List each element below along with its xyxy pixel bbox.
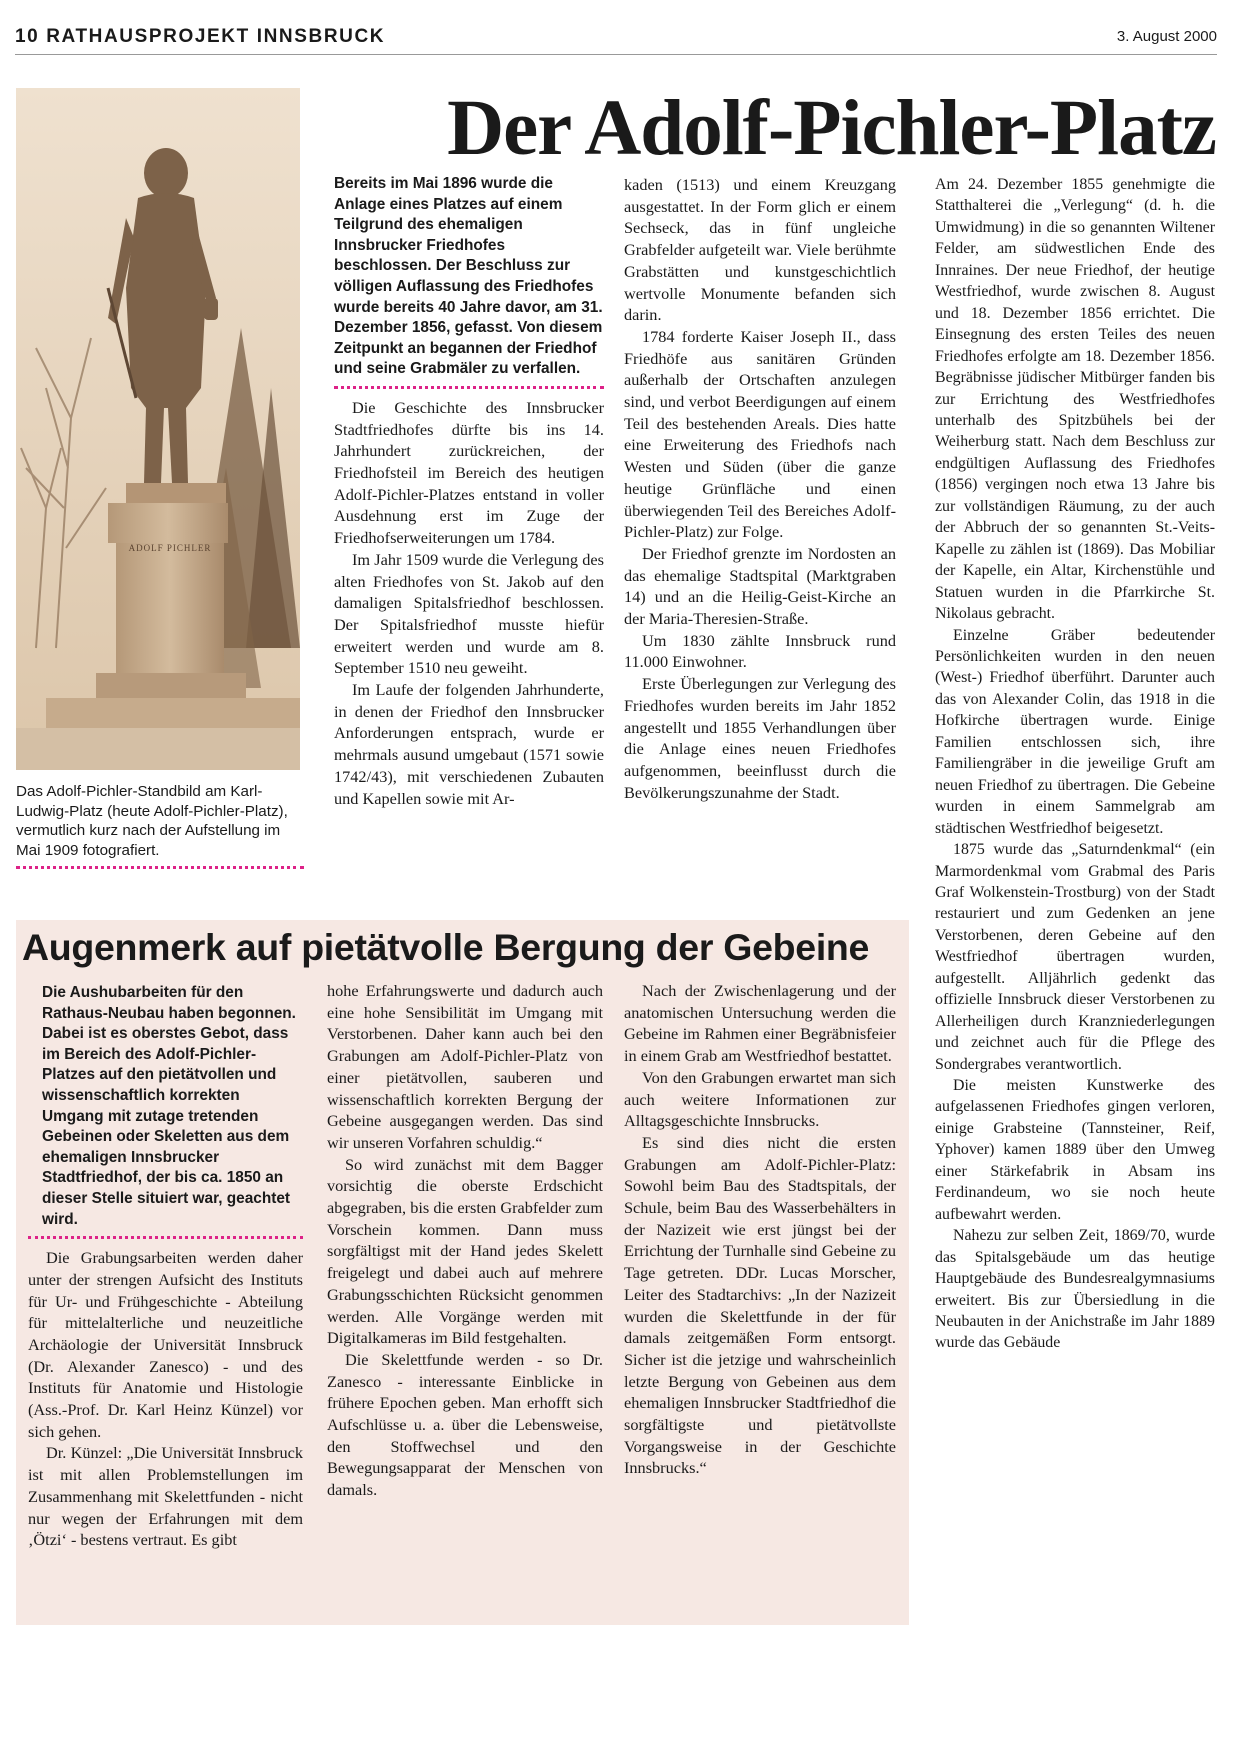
article1-c2-p4: Um 1830 zählte Innsbruck rund 11.000 Einwohner. — [624, 630, 896, 672]
sidebar-article-headline: Augenmerk auf pietätvolle Bergung der Gebeine — [22, 926, 870, 968]
running-header: 10 RATHAUSPROJEKT INNSBRUCK — [15, 26, 386, 47]
article1-column-2 — [624, 174, 896, 803]
article1-c2-p1: kaden (1513) und einem Kreuzgang ausgestattet. In der Form glich er einem Sechseck, das in fünf ungleiche Grabfelder aufgeteilt war. Viele berühmte Grabstätten und kunstgeschichtlich wertvolle Monumente befanden sich darin. — [624, 175, 896, 325]
article2-c2-p2: So wird zunächst mit dem Bagger vorsichtig die oberste Erdschicht abgegraben, bis die ersten Grabfelder zum Vorschein kommen. Dann muss sorgfältigst mit der Hand jedes Skelett freigelegt und dabei auch auf mehrere Grabungsschichten Rücksicht genommen werden. Alle Vorgänge werden mit Digitalkameras im Bild festgehalten. — [327, 1154, 603, 1348]
caption-dotted-rule — [16, 866, 304, 869]
article2-c3-p1: Nach der Zwischenlagerung und der anatomischen Untersuchung werden die Gebeine im Rahmen einer Begräbnisfeier in einem Grab am Westfriedhof bestattet. — [624, 981, 896, 1066]
article1-c3-p4: Die meisten Kunstwerke des aufgelassenen Friedhofes gingen verloren, einige Grabsteine (Tannsteiner, Reif, Yphover) kamen 1889 über den Umweg einer Stärkefabrik in Absam ins Ferdinandeum, wo sie noch heute aufbewahrt werden. — [935, 1077, 1215, 1223]
article1-c2-p3: Der Friedhof grenzte im Nordosten an das ehemalige Stadtspital (Marktgraben 14) und an die Heilig-Geist-Kirche an der Maria-Theresien-Straße. — [624, 543, 896, 629]
article1-c2-p5: Erste Überlegungen zur Verlegung des Friedhofes wurden bereits im Jahr 1852 angestellt und 1855 Verhandlungen über die Anlage eines neuen Friedhofes aufgenommen, beeinflusst durch die Bevölkerungszunahme der Stadt. — [624, 674, 896, 802]
article1-c3-p1: Am 24. Dezember 1855 genehmigte die Statthalterei die „Verlegung“ (d. h. die Umwidmung) in die so genannten Wiltener Felder, am südwestlichen Ende des Innraines. Der neue Friedhof, der heutige Westfriedhof, wurde zwischen 8. August und 18. Dezember 1856 errichtet. Die Einsegnung des ersten Teiles des neuen Friedhofes erfolgte am 18. Dezember 1856. Begräbnisse jüdischer Mitbürger fanden bis zur Errichtung des Westfriedhofes unterhalb des Spitzbühels bei der Weiherburg statt. Nach dem Beschluss zur endgültigen Auflassung des Friedhofes (1856) vergingen noch etwa 13 Jahre bis zur vollständigen Räumung, zu der auch der Abbruch der so genannten St.-Veits-Kapelle zu zählen ist (1869). Das Mobiliar der Kapelle, ein Altar, Kirchenstühle und Statuen wurden in die Pfarrkirche St. Nikolaus gebracht. — [935, 176, 1215, 623]
article1-c3-p2: Einzelne Gräber bedeutender Persönlichkeiten wurden in den neuen (West-) Friedhof überführt. Darunter auch das von Alexander Colin, das 1918 in die Hofkirche übertragen wurde. Einige Familien entschlossen sich, ihre Familiengräber in die jeweilige Gruft am neuen Friedhof zu übertragen. Die Gebeine wurden in einem Sammelgrab am städtischen Westfriedhof beigesetzt. — [935, 626, 1215, 837]
article1-c3-p3: 1875 wurde das „Saturndenkmal“ (ein Marmordenkmal vom Grabmal des Paris Graf Wolkenstein-Trostburg) von der Stadt restauriert und zum Gedenken an jene Verstorbenen, deren Gebeine auf den Westfriedhof übertragen wurden, aufgestellt. Alljährlich gedenkt das offizielle Innsbruck dieser Verstorbenen zu Allerheiligen durch Kranzniederlegungen und zeichnet auch für die Pflege des Sondergrabes verantwortlich. — [935, 841, 1215, 1073]
article2-lead: Die Aushubarbeiten für den Rathaus-Neubau haben begonnen. Dabei ist es oberstes Gebot, dass im Bereich des Adolf-Pichler-Platzes auf den pietätvollen und wissenschaftlich korrekten Umgang mit zutage tretenden Gebeinen oder Skeletten aus dem ehemaligen Innsbrucker Stadtfriedhof, der bis ca. 1850 an dieser Stelle situiert war, geachtet wird. — [28, 983, 303, 1239]
article1-column-1 — [334, 174, 604, 809]
article1-c1-p2: Im Jahr 1509 wurde die Verlegung des alten Friedhofes von St. Jakob auf den damaligen Spitalsfriedhof beschlossen. Der Spitalsfriedhof musste hiefür erweitert werden und wurde am 8. September 1510 neu geweiht. — [334, 549, 604, 678]
article2-column-1 — [28, 983, 303, 1551]
article2-column-3 — [624, 980, 896, 1479]
article2-column-2 — [327, 980, 603, 1501]
article2-c3-p2: Von den Grabungen erwartet man sich auch weitere Informationen zur Alltagsgeschichte Innsbrucks. — [624, 1067, 896, 1131]
article2-c2-p1: hohe Erfahrungswerte und dadurch auch eine hohe Sensibilität im Umgang mit Verstorbenen. Daher kann auch bei den Grabungen am Adolf-Pichler-Platz von einer pietätvollen, sauberen und wissenschaftlich korrekten Bergung der Gebeine ausgegangen werden. Das sind wir unseren Vorfahren schuldig.“ — [327, 981, 603, 1152]
article1-lead: Bereits im Mai 1896 wurde die Anlage eines Platzes auf einem Teilgrund des ehemaligen Innsbrucker Friedhofes beschlossen. Der Beschluss zur völligen Auflassung des Friedhofes wurde bereits 40 Jahre davor, am 31. Dezember 1856, gefasst. Von diesem Zeitpunkt an begannen der Friedhof und seine Grabmäler zu verfallen. — [334, 174, 604, 389]
article1-c2-p2: 1784 forderte Kaiser Joseph II., dass Friedhöfe aus sanitären Gründen außerhalb der Ortschaften anzulegen sind, und verbot Beerdigungen auf einem Teil des bestehenden Areals. Dies hatte eine Erweiterung des Friedhofs nach Westen und Süden (über die ganze heutige Grünfläche und einen überwiegenden Teil des Bereiches Adolf-Pichler-Platz) zur Folge. — [624, 326, 896, 542]
article-headline: Der Adolf-Pichler-Platz — [447, 85, 1216, 172]
photo-caption — [16, 782, 304, 869]
plinth-inscription: ADOLF PICHLER — [128, 543, 212, 553]
article2-c2-p3: Die Skelettfunde werden - so Dr. Zanesco - interessante Einblicke in frühere Epochen geben. Man erhofft sich Aufschlüsse u. a. über die Lebensweise, den Stoffwechsel und den Bewegungsapparat der Menschen von damals. — [327, 1349, 603, 1500]
article2-c1-p1: Die Grabungsarbeiten werden daher unter der strengen Aufsicht des Instituts für Ur- und Frühgeschichte - Abteilung für mittelalterliche und neuzeitliche Archäologie der Universität Innsbruck (Dr. Alexander Zanesco) - und des Instituts für Anatomie und Histologie (Ass.-Prof. Dr. Karl Heinz Künzel) vor sich gehen. — [28, 1248, 303, 1441]
photo-caption-text: Das Adolf-Pichler-Standbild am Karl-Ludwig-Platz (heute Adolf-Pichler-Platz), vermutlich kurz nach der Aufstellung im Mai 1909 fotografiert. — [16, 783, 288, 859]
article1-c3-p5: Nahezu zur selben Zeit, 1869/70, wurde das Spitalsgebäude um das heutige Hauptgebäude des Bundesrealgymnasiums erweitert. Bis zur Übersiedlung in die Neubauten in der Anichstraße im Jahr 1889 wurde das Gebäude — [935, 1227, 1215, 1352]
statue-photo — [16, 88, 300, 770]
article1-c1-p1: Die Geschichte des Innsbrucker Stadtfriedhofes dürfte bis ins 14. Jahrhundert zurückreichen, der Friedhofsteil im Bereich des heutigen Adolf-Pichler-Platzes entstand in voller Ausdehnung erst im Zuge der Friedhofserweiterungen um 1784. — [334, 397, 604, 548]
header-rule — [15, 54, 1217, 55]
article2-c3-p3: Es sind dies nicht die ersten Grabungen am Adolf-Pichler-Platz: Sowohl beim Bau des Stadtspitals, der Schule, beim Bau des Wasserbehälters in der Nazizeit wie erst jüngst bei der Errichtung der Turnhalle sind Gebeine zu Tage getreten. DDr. Lucas Morscher, Leiter des Stadtarchivs: „In der Nazizeit wurden die Skelettfunde in der für damals zeitgemäßen Form entsorgt. Sicher ist die jetzige und wahrscheinlich letzte Bergung von Gebeinen aus dem ehemaligen Innsbrucker Stadtfriedhof die sorgfältigste und pietätvollste Vorgangsweise in der Geschichte Innsbrucks.“ — [624, 1132, 896, 1478]
article1-c1-p3: Im Laufe der folgenden Jahrhunderte, in denen der Friedhof den Innsbrucker Anforderungen entsprach, wurde er mehrmals ausund umgebaut (1571 sowie 1742/43), mit verschiedenen Zubauten und Kapellen sowie mit Ar- — [334, 680, 604, 808]
article2-c1-p2: Dr. Künzel: „Die Universität Innsbruck ist mit allen Problemstellungen im Zusammenhang mit Skelettfunden - nicht nur wegen der Erfahrungen mit dem ‚Ötzi‘ - bestens vertraut. Es gibt — [28, 1443, 303, 1550]
issue-date: 3. August 2000 — [1116, 28, 1217, 45]
statue-photo-graphic — [16, 88, 300, 770]
article1-column-3 — [935, 174, 1215, 1354]
